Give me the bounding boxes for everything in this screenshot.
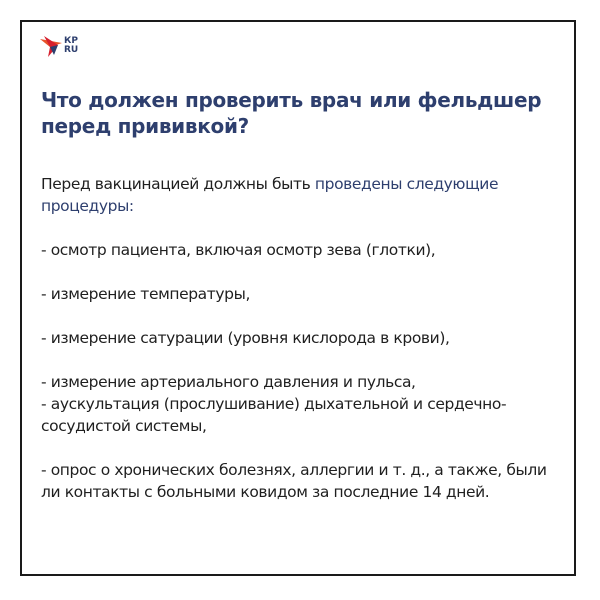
list-item-blood-pressure: - измерение артериального давления и пульса,: [41, 373, 416, 391]
intro-paragraph: [41, 173, 561, 217]
list-item-auscultation: - аускультация (прослушивание) дыхательной и сердечно-сосудистой системы,: [41, 395, 507, 435]
card-title: Что должен проверить врач или фельдшер перед прививкой?: [41, 88, 542, 138]
list-item-exam: - осмотр пациента, включая осмотр зева (глотки),: [41, 241, 436, 259]
list-item-saturation: - измерение сатурации (уровня кислорода в крови),: [41, 329, 450, 347]
intro-plain-text: Перед вакцинацией должны быть: [41, 175, 315, 193]
intro-highlight-text: проведены следующие процедуры:: [41, 175, 499, 215]
list-item-temperature: - измерение температуры,: [41, 285, 250, 303]
star-comet-icon: [38, 35, 64, 59]
logo-text-line2: RU: [64, 45, 79, 55]
list-item-survey: - опрос о хронических болезнях, аллергии и т. д., а также, были ли контакты с больными ковидом за последние 14 дней.: [41, 461, 547, 501]
info-card: [20, 20, 576, 576]
brand-logo: [38, 35, 90, 59]
logo-text: [64, 37, 78, 55]
card-body: [41, 173, 561, 503]
logo-text-line1: КР: [64, 36, 78, 46]
